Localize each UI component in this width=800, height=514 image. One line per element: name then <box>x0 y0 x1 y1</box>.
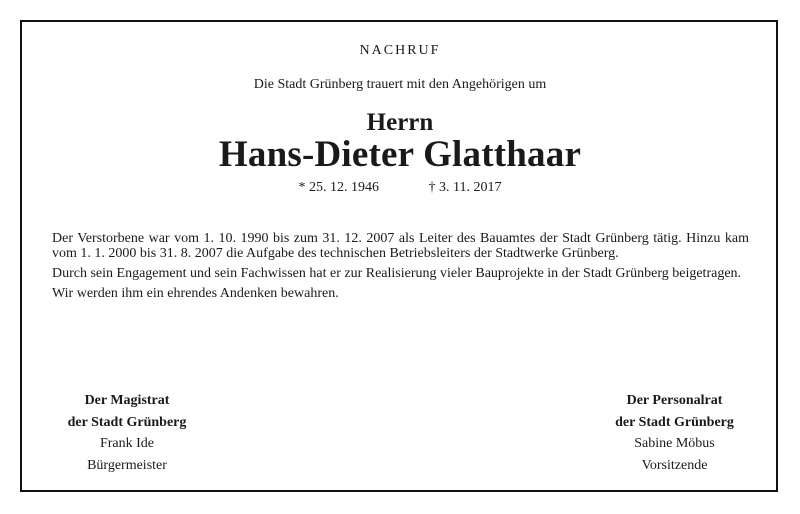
notice-intro: Die Stadt Grünberg trauert mit den Angehörigen um <box>253 77 547 92</box>
salutation: Herrn <box>366 109 434 136</box>
life-dates <box>0 180 800 196</box>
signature-org-line: Der Magistrat <box>84 393 170 408</box>
obituary-text <box>52 231 749 306</box>
signature-org-line: der Stadt Grünberg <box>67 414 187 430</box>
notice-kicker: NACHRUF <box>359 43 441 58</box>
signature-title: Vorsitzende <box>641 457 708 473</box>
signature-magistrat <box>52 390 202 476</box>
signature-org-line: der Stadt Grünberg <box>615 414 734 430</box>
body-paragraph: Durch sein Engagement und sein Fachwissen hat er zur Realisierung vieler Bauprojekte in der Stadt Grünberg beigetragen. <box>52 266 742 281</box>
body-paragraph: Der Verstorbene war vom 1. 10. 1990 bis zum 31. 12. 2007 als Leiter des Bauamtes der Stadt Grünberg tätig. Hinzu kam vom 1. 1. 2000 bis 31. 8. 2007 die Aufgabe des technischen Betriebsleiters der Stadtwerke Grünberg. <box>52 231 749 261</box>
signature-person: Sabine Möbus <box>634 436 715 451</box>
death-date: † 3. 11. 2017 <box>428 180 502 195</box>
birth-date: * 25. 12. 1946 <box>298 180 379 195</box>
signature-person: Frank Ide <box>99 436 155 451</box>
signature-personalrat <box>597 390 752 476</box>
deceased-name: Hans-Dieter Glatthaar <box>218 134 582 175</box>
signature-title: Bürgermeister <box>87 457 167 473</box>
body-paragraph: Wir werden ihm ein ehrendes Andenken bewahren. <box>52 286 339 301</box>
signature-org-line: Der Personalrat <box>626 393 723 408</box>
